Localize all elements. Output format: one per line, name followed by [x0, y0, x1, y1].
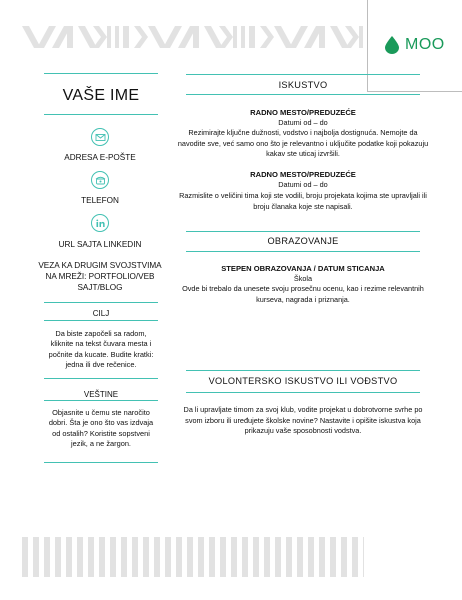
skills-heading: VEŠTINE	[83, 390, 119, 399]
decorative-bottom-band	[22, 537, 364, 577]
education-heading: OBRAZOVANJE	[267, 236, 339, 246]
divider	[44, 320, 158, 321]
education-description[interactable]: Ovde bi trebalo da unesete svoju prosečnu ocenu, kao i rezime relevantnih kurseva, nagrada i priznanja.	[182, 284, 424, 304]
divider	[44, 378, 158, 379]
degree-title[interactable]: STEPEN OBRAZOVANJA / DATUM STICANJA	[221, 264, 385, 273]
divider	[44, 462, 158, 463]
experience-heading: ISKUSTVO	[278, 80, 328, 90]
phone-icon	[91, 171, 109, 189]
email-text[interactable]: ADRESA E-POŠTE	[64, 153, 136, 162]
brand-name: MOO	[405, 36, 445, 53]
online-links-text[interactable]: VEZA KA DRUGIM SVOJSTVIMA NA MREŽI: PORTFOLIO/VEB SAJT/BLOG	[38, 261, 162, 292]
job-description[interactable]: Rezimirajte ključne dužnosti, vodstvo i najbolja dostignuća. Nemojte da navodite sve, već samo ono što je relevantno i uključite podatke koji pokazuju kakav ste uticaj izvršili.	[177, 128, 429, 158]
divider	[186, 370, 420, 371]
linkedin-url-text[interactable]: URL SAJTA LINKEDIN	[58, 240, 142, 249]
divider	[44, 302, 158, 303]
job-dates[interactable]: Datumi od – do	[278, 118, 328, 127]
divider	[186, 392, 420, 393]
phone-text[interactable]: TELEFON	[81, 196, 119, 205]
person-name: VAŠE IME	[62, 87, 140, 104]
objective-text[interactable]: Da biste započeli sa radom, kliknite na tekst čuvara mesta i počnite da kucate. Budite kratki: jedna ili dve rečenice.	[48, 329, 154, 369]
drop-icon	[385, 36, 399, 54]
envelope-icon	[91, 128, 109, 146]
linkedin-icon	[91, 214, 109, 232]
objective-heading: CILJ	[92, 309, 110, 318]
divider	[44, 400, 158, 401]
skills-text[interactable]: Objasnite u čemu ste naročito dobri. Šta je ono što vas izdvaja od ostalih? Koristite sopstveni jezik, a ne žargon.	[48, 408, 154, 448]
volunteer-heading: VOLONTERSKO ISKUSTVO ILI VOĐSTVO	[208, 376, 398, 386]
divider	[186, 251, 420, 252]
job-title[interactable]: RADNO MESTO/PREDUZEĆE	[250, 170, 356, 179]
divider	[44, 114, 158, 115]
divider	[186, 231, 420, 232]
divider	[186, 94, 420, 95]
job-description[interactable]: Razmislite o veličini tima koji ste vodili, broju projekata kojima ste upravljali ili broju članaka koje ste napisali.	[179, 191, 427, 211]
volunteer-description[interactable]: Da li upravljate timom za svoj klub, vodite projekat u dobrotvorne svrhe po svom izboru ili uređujete školske novine? Nastavite i opišite iskustva koja prikazuju vaše sposobnosti vodstva.	[183, 405, 423, 435]
divider	[186, 74, 420, 75]
job-title[interactable]: RADNO MESTO/PREDUZEĆE	[250, 108, 356, 117]
logo-box	[367, 0, 462, 92]
job-dates[interactable]: Datumi od – do	[278, 180, 328, 189]
divider	[44, 73, 158, 74]
school-name[interactable]: Škola	[293, 274, 313, 283]
decorative-top-band	[22, 26, 364, 48]
